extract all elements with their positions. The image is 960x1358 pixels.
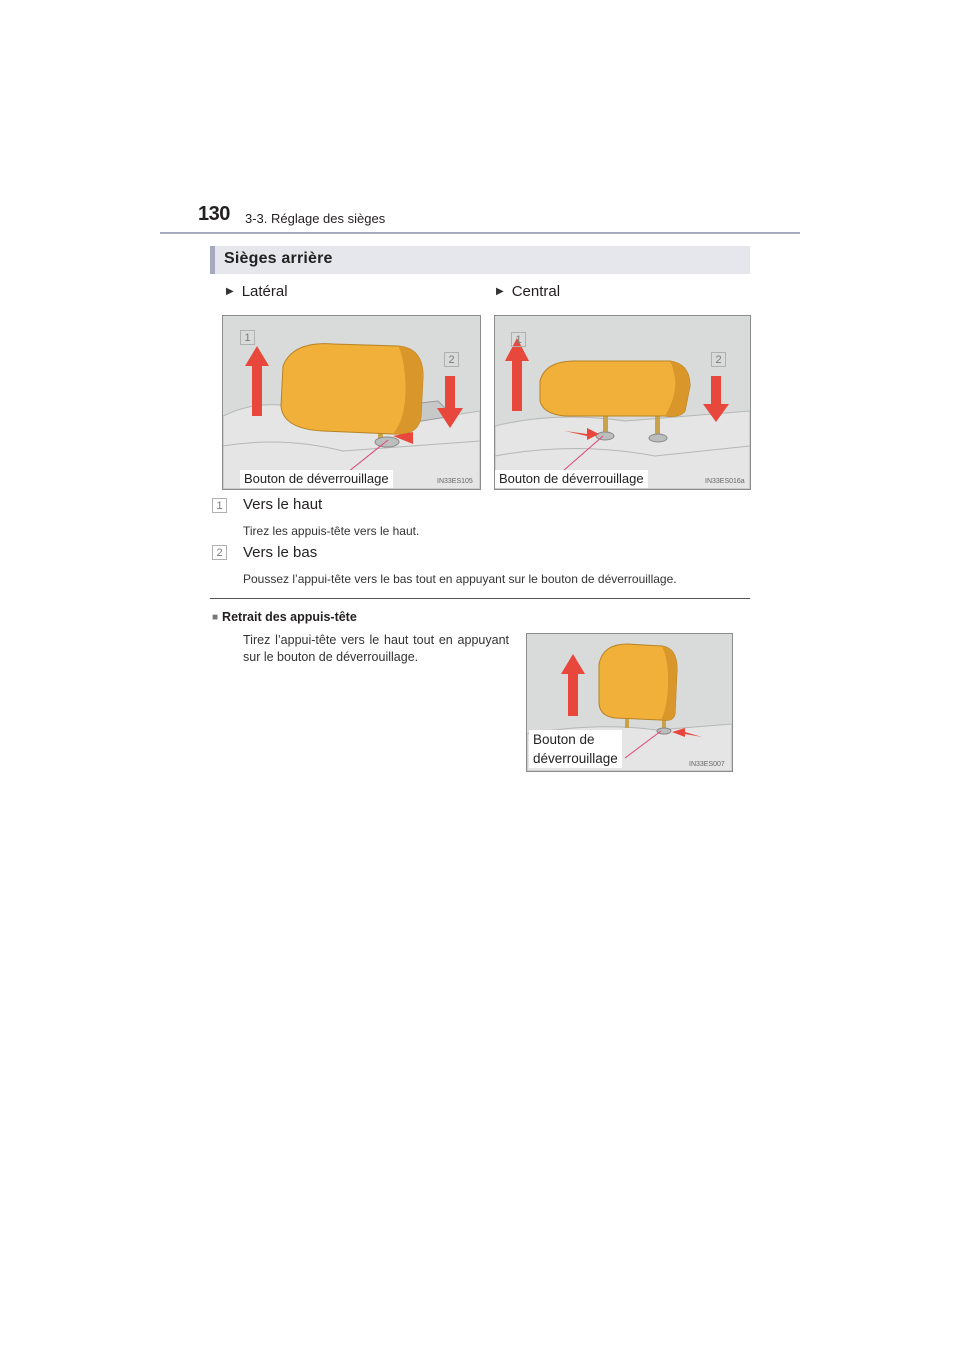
triangle-bullet-icon: ▶	[496, 286, 504, 297]
step-badge-1: 1	[212, 498, 227, 513]
variant-label: Central	[511, 283, 561, 300]
section-title: Sièges arrière	[224, 250, 333, 267]
variant-label: Latéral	[241, 283, 288, 300]
variant-central	[496, 283, 560, 300]
page-number: 130	[198, 203, 230, 225]
triangle-bullet-icon: ▶	[226, 286, 234, 297]
central-illustration	[495, 316, 750, 489]
section-banner-accent	[210, 246, 215, 274]
release-button-callout	[529, 730, 622, 768]
callout-line-1: Bouton de	[533, 732, 595, 747]
step-title-down: Vers le bas	[243, 544, 318, 561]
figure-central-headrest	[494, 315, 751, 490]
step-title-up: Vers le haut	[243, 496, 323, 513]
figure-code: IN33ES007	[689, 761, 725, 768]
callout-line-2: déverrouillage	[533, 751, 618, 766]
figure-lateral-headrest	[222, 315, 481, 490]
release-button-callout: Bouton de déverrouillage	[495, 470, 648, 488]
figure-code: IN33ES016a	[705, 478, 745, 485]
figure-removal-headrest	[526, 633, 733, 772]
step-desc-up: Tirez les appuis-tête vers le haut.	[243, 524, 420, 538]
removal-title: Retrait des appuis-tête	[222, 610, 357, 624]
step-badge-2: 2	[212, 545, 227, 560]
removal-heading	[212, 610, 357, 624]
badge-1: 1	[240, 330, 255, 345]
header-rule	[160, 232, 800, 234]
badge-2: 2	[444, 352, 459, 367]
section-label: 3-3. Réglage des sièges	[245, 211, 386, 226]
variant-lateral	[226, 283, 288, 300]
release-button-callout: Bouton de déverrouillage	[240, 470, 393, 488]
badge-1: 1	[511, 332, 526, 347]
removal-instruction: Tirez l’appui-tête vers le haut tout en appuyant sur le bouton de déverrouillage.	[243, 633, 509, 664]
step-desc-down: Poussez l’appui-tête vers le bas tout en appuyant sur le bouton de déverrouillage.	[243, 572, 677, 586]
figure-code: IN33ES105	[437, 478, 473, 485]
lateral-illustration	[223, 316, 480, 489]
section-divider	[210, 598, 750, 599]
square-bullet-icon: ■	[212, 611, 219, 623]
badge-2: 2	[711, 352, 726, 367]
